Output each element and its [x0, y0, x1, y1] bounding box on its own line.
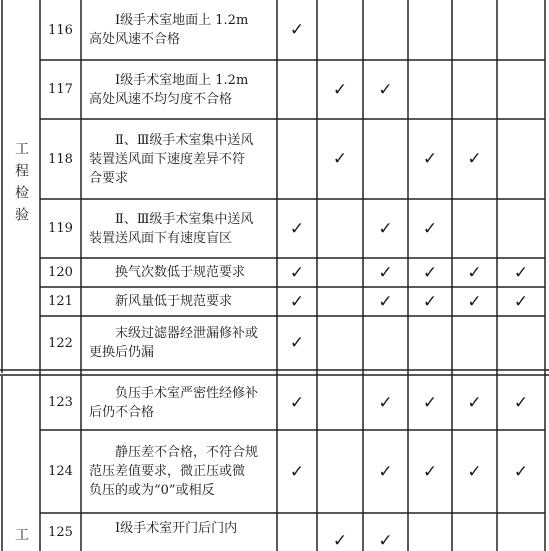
check-mark-icon: ✓ [289, 461, 305, 482]
check-mark-icon: ✓ [422, 262, 438, 283]
description-line: 末级过滤器经泄漏修补或 [115, 326, 259, 341]
row-description [81, 199, 277, 258]
description-line: 装置送风面下有速度盲区 [89, 230, 233, 246]
check-mark-icon: ✓ [289, 218, 305, 239]
check-mark-icon: ✓ [467, 392, 482, 413]
description-line: 换气次数低于规范要求 [115, 265, 246, 280]
check-mark-icon: ✓ [378, 262, 393, 283]
row-description [81, 119, 277, 199]
row-number: 117 [48, 82, 73, 97]
description-line: 高处风速不均匀度不合格 [89, 91, 233, 107]
row-description [81, 513, 277, 551]
row-number: 121 [48, 294, 73, 309]
description-line: Ⅰ级手术室地面上 1.2m [115, 13, 249, 28]
row-number: 118 [48, 151, 73, 167]
check-mark-icon: ✓ [467, 461, 482, 482]
check-mark-icon: ✓ [289, 291, 305, 312]
check-mark-icon: ✓ [467, 262, 482, 283]
row-description [81, 375, 277, 430]
check-mark-icon: ✓ [422, 218, 438, 239]
check-mark-icon: ✓ [378, 392, 393, 413]
check-mark-icon: ✓ [467, 149, 482, 169]
row-number: 123 [48, 395, 73, 410]
row-description [81, 0, 277, 60]
check-mark-icon: ✓ [467, 291, 482, 312]
description-line: Ⅱ、Ⅲ级手术室集中送风 [115, 132, 254, 148]
row-number: 119 [48, 221, 73, 236]
row-number: 125 [48, 524, 73, 540]
check-mark-icon: ✓ [422, 291, 438, 312]
check-mark-icon: ✓ [332, 531, 348, 551]
description-line: 范压差值要求，微正压或微 [89, 464, 246, 479]
description-line: Ⅰ级手术室开门后门内 [115, 521, 238, 536]
row-number: 120 [48, 265, 73, 280]
description-line: Ⅰ级手术室地面上 1.2m [115, 72, 249, 88]
check-mark-icon: ✓ [289, 262, 305, 283]
description-line: 新风量低于规范要求 [115, 294, 233, 309]
description-line: 静压差不合格，不符合规 [115, 445, 259, 460]
check-mark-icon: ✓ [378, 79, 393, 100]
description-line: Ⅱ、Ⅲ级手术室集中送风 [115, 211, 254, 227]
description-line: 高处风速不合格 [89, 32, 181, 47]
description-line: 更换后仍漏 [89, 345, 155, 360]
description-line: 负压手术室严密性经修补 [115, 385, 259, 401]
check-mark-icon: ✓ [422, 149, 438, 169]
row-description [81, 430, 277, 513]
check-mark-icon: ✓ [378, 291, 393, 312]
check-mark-icon: ✓ [378, 531, 393, 551]
check-mark-icon: ✓ [513, 392, 529, 413]
check-mark-icon: ✓ [378, 218, 393, 239]
check-mark-icon: ✓ [378, 461, 393, 482]
check-mark-icon: ✓ [332, 79, 348, 100]
check-mark-icon: ✓ [289, 333, 305, 353]
check-mark-icon: ✓ [289, 20, 305, 40]
row-description [81, 258, 277, 287]
check-mark-icon: ✓ [513, 291, 529, 312]
row-number: 122 [48, 335, 73, 351]
check-mark-icon: ✓ [513, 262, 529, 283]
row-number: 124 [48, 464, 73, 479]
row-number: 116 [48, 22, 73, 38]
description-line: 负压的或为“0”或相反 [89, 483, 215, 498]
check-mark-icon: ✓ [422, 392, 438, 413]
description-line: 合要求 [89, 170, 129, 186]
row-description [81, 316, 277, 370]
check-mark-icon: ✓ [332, 149, 348, 169]
check-mark-icon: ✓ [289, 392, 305, 413]
group-label-engineering-inspection: 工程检验 [13, 141, 29, 229]
check-mark-icon: ✓ [422, 461, 438, 482]
check-mark-icon: ✓ [513, 461, 529, 482]
row-description [81, 287, 277, 316]
description-line: 装置送风面下速度差异不符 [89, 151, 246, 167]
row-description [81, 60, 277, 119]
description-line: 后仍不合格 [89, 404, 155, 420]
group-label-next: 工 [13, 527, 29, 549]
